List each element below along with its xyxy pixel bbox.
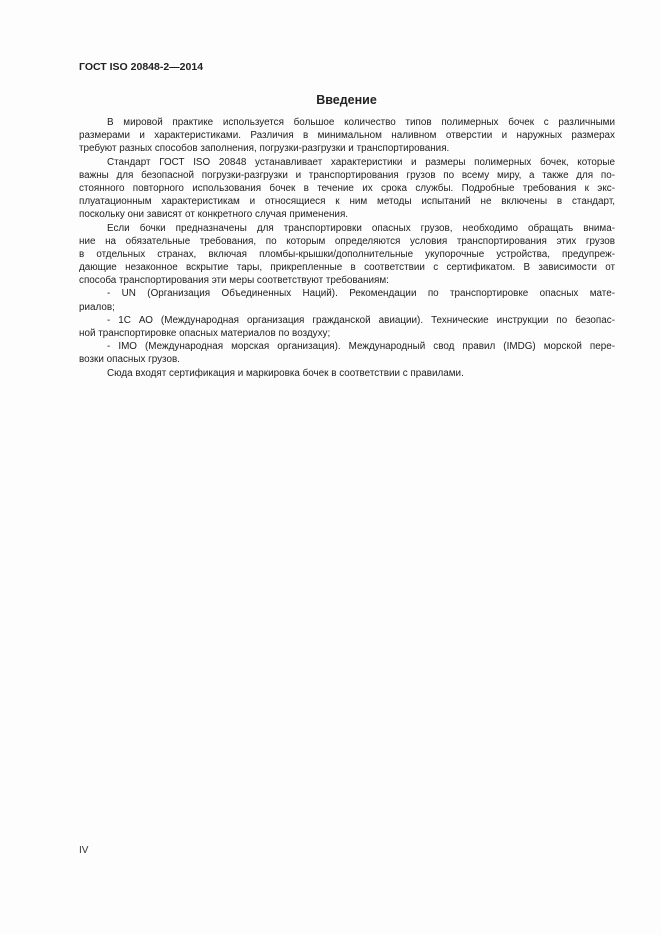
page-number: IV <box>79 845 89 856</box>
text-line: способа транспортирования эти меры соответствуют требованиям: <box>79 275 389 287</box>
list-item-imo: - IMO (Международная морская организация). Международный свод правил (IMDG) морской пере- <box>107 341 615 353</box>
text-line: Сюда входят сертификация и маркировка бочек в соответствии с правилами. <box>107 367 464 379</box>
document-header-standard-id: ГОСТ ISO 20848-2—2014 <box>79 61 204 73</box>
text-line: требуют разных способов заполнения, погрузки-разгрузки и транспортирования. <box>79 143 450 155</box>
text-line: Если бочки предназначены для транспортировки опасных грузов, необходимо обращать внима- <box>107 222 615 234</box>
text-line: Стандарт ГОСТ ISO 20848 устанавливает характеристики и размеры полимерных бочек, которые <box>107 156 615 168</box>
list-item-icao: - 1С АО (Международная организация гражданской авиации). Технические инструкции по безопас- <box>107 314 615 326</box>
text-line: В мировой практике используется большое количество типов полимерных бочек с различными <box>107 117 615 128</box>
text-line: возки опасных грузов. <box>79 354 180 366</box>
list-item-un: - UN (Организация Объединенных Наций). Рекомендации по транспортировке опасных мате- <box>107 288 615 300</box>
text-line: риалов; <box>79 301 115 313</box>
text-line: дающие незаконное вскрытие тары, прикрепленные в соответствии с сертификатом. В зависимости от <box>79 262 615 274</box>
text-line: плуатационным характеристикам и относящиеся к ним методы испытаний не включены в стандарт, <box>79 196 615 208</box>
text-line: важны для безопасной погрузки-разгрузки и транспортирования грузов по всему миру, а также для по- <box>79 169 615 181</box>
introduction-body <box>79 116 615 380</box>
text-line: поскольку они зависят от конкретного случая применения. <box>79 209 349 221</box>
text-line: в отдельных странах, включая пломбы-крышки/дополнительные укупорочные устройства, предупреж- <box>79 248 615 260</box>
text-line: размерами и характеристиками. Различия в минимальном наливном отверстии и наружных размерах <box>79 130 615 142</box>
text-line: ние на обязательные требования, по которым определяются условия транспортирования этих грузов <box>79 235 615 247</box>
text-line: ной транспортировке опасных материалов по воздуху; <box>79 328 331 339</box>
section-title: Введение <box>316 93 377 107</box>
text-line: стоянного повторного использования бочек в течение их срока службы. Подробные требования к экс- <box>79 182 615 194</box>
